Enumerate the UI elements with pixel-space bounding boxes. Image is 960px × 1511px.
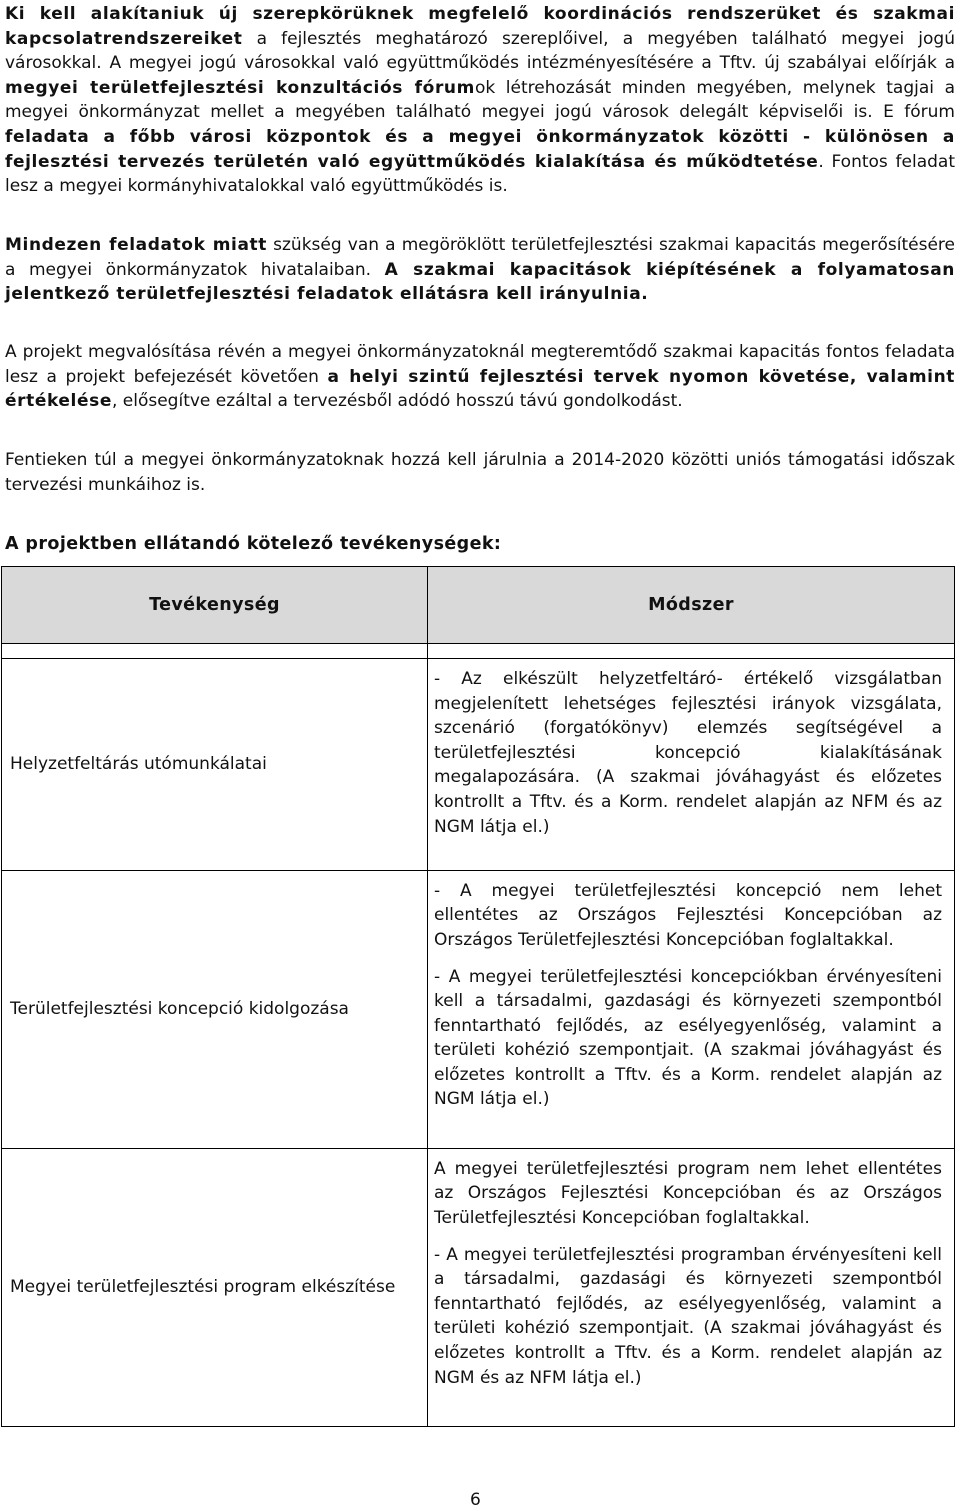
table-gap-row	[2, 644, 955, 659]
text-run: , elősegítve ezáltal a tervezésből adódó hosszú távú gondolkodást.	[111, 391, 683, 412]
paragraph-monitoring	[5, 340, 955, 414]
paragraph-capacity	[5, 233, 955, 307]
bold-text-run: feladata a főbb városi központok és a megyei önkormányzatok közötti - különösen a fejlesztési tervezés területén való együttműködés kialakítása és működtetése	[5, 126, 955, 172]
table-row	[2, 1148, 955, 1426]
method-paragraph: A megyei területfejlesztési program nem lehet ellentétes az Országos Fejlesztési Koncepcióban és az Országos Területfejlesztési Koncepcióban foglaltakkal.	[434, 1158, 942, 1229]
method-paragraph: - Az elkészült helyzetfeltáró- értékelő vizsgálatban megjelenített lehetséges fejlesztési irányok vizsgálata, szcenárió (forgatókönyv) elemzés segítségével a területfejlesztési koncepció kialakításának megalapozására. (A szakmai jóváhagyást és előzetes kontrollt a Tftv. és a Korm. rendelet alapján az NFM és az NGM látja el.)	[434, 669, 942, 837]
activity-cell: Helyzetfeltárás utómunkálatai	[2, 659, 428, 871]
paragraph-planning-period	[5, 448, 955, 497]
text-run: Fentieken túl a megyei önkormányzatoknak hozzá kell járulnia a 2014-2020 közötti uniós támogatási időszak tervezési munkáihoz is.	[5, 450, 955, 495]
method-paragraph: - A megyei területfejlesztési programban érvényesíteni kell a társadalmi, gazdasági és környezeti szempontból fenntartható fejlődés, az esélyegyenlőség, valamint a területi kohézió szempontjait. (A szakmai jóváhagyást és előzetes kontrollt a Tftv. és a Korm. rendelet alapján az NGM és az NFM látja el.)	[434, 1244, 942, 1388]
table-header-row	[2, 567, 955, 644]
activity-cell: Területfejlesztési koncepció kidolgozása	[2, 870, 428, 1148]
method-cell	[428, 870, 955, 1148]
header-activity: Tevékenység	[2, 567, 428, 644]
method-cell	[428, 1148, 955, 1426]
text-run: A projekt megvalósítása révén a megyei önkormányzatoknál megteremtődő szakmai kapacitás fontos feladata lesz a projekt befejezését követően	[5, 342, 955, 387]
text-run: ok létrehozását minden megyében, melynek tagjai a megyei önkormányzat mellet a megyében található megyei jogú városok delegált képviselői is. E fórum	[5, 77, 955, 123]
paragraph-coordination	[5, 2, 955, 199]
activities-table	[1, 566, 955, 1427]
bold-text-run: a helyi szintű fejlesztési tervek nyomon követése, valamint értékelése	[5, 366, 956, 412]
bold-text-run: Mindezen feladatok miatt	[5, 235, 268, 255]
text-run: szükség van a megöröklött területfejlesztési szakmai kapacitás megerősítésére a megyei önkormányzatok hivatalaiban.	[5, 235, 955, 280]
bold-text-run: megyei területfejlesztési konzultációs fórum	[5, 77, 475, 98]
header-method: Módszer	[428, 567, 955, 644]
text-run: a fejlesztés meghatározó szereplőivel, a megyében található megyei jogú városokkal. A megyei jogú városokkal való együttműködés intézményesítésére a Tftv. új szabályai előírják a	[5, 28, 955, 74]
section-heading: A projektben ellátandó kötelező tevékenységek:	[5, 534, 502, 554]
table-row	[2, 870, 955, 1148]
text-run: . Fontos feladat lesz a megyei kormányhivatalokkal való együttműködés is.	[5, 151, 955, 197]
activity-cell: Megyei területfejlesztési program elkészítése	[2, 1148, 428, 1426]
table-row	[2, 659, 955, 871]
page-number: 6	[470, 1490, 481, 1510]
method-paragraph: - A megyei területfejlesztési koncepció nem lehet ellentétes az Országos Fejlesztési Koncepcióban az Országos Területfejlesztési Koncepcióban foglaltakkal.	[434, 880, 942, 950]
method-cell	[428, 659, 955, 871]
method-paragraph: - A megyei területfejlesztési koncepciókban érvényesíteni kell a társadalmi, gazdasági és környezeti szempontból fenntartható fejlődés, az esélyegyenlőség, valamint a területi kohézió szempontjait. (A szakmai jóváhagyást és előzetes kontrollt a Tftv. és a Korm. rendelet alapján az NGM látja el.)	[434, 966, 942, 1110]
bold-text-run: A szakmai kapacitások kiépítésének a folyamatosan jelentkező területfejlesztési feladatok ellátásra kell irányulnia.	[5, 259, 955, 305]
bold-text-run: Ki kell alakítaniuk új szerepkörüknek megfelelő koordinációs rendszerüket és szakmai kapcsolatrendszereiket	[5, 4, 955, 49]
